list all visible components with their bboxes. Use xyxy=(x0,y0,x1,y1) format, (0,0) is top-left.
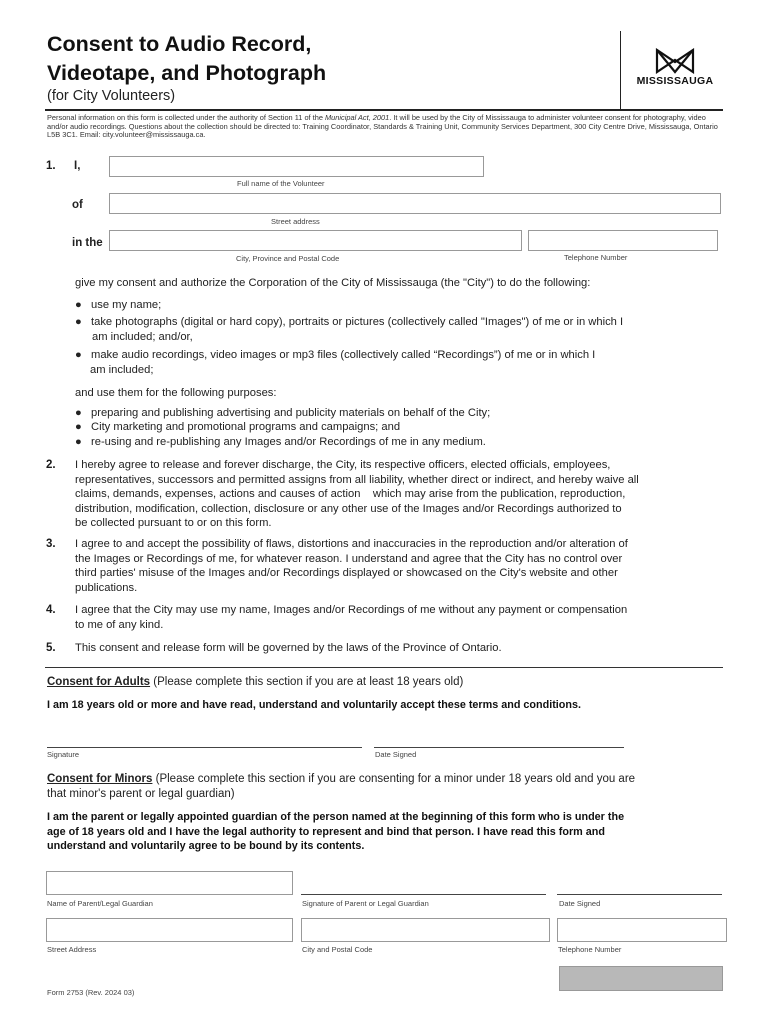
caption-guardian-date: Date Signed xyxy=(559,899,601,908)
print-button[interactable] xyxy=(559,966,723,991)
bullet-text: make audio recordings, video images or mp3 files (collectively called “Recordings”) of me or in which I xyxy=(91,349,596,361)
guardian-signature-line[interactable] xyxy=(301,894,546,895)
purposes-intro: and use them for the following purposes: xyxy=(75,387,277,399)
privacy-act-name: Municipal Act, 2001 xyxy=(325,113,390,122)
clause-line: representatives, successors and permitted assigns from all liability, whether direct or indirect, and hereby waive all xyxy=(75,473,639,486)
privacy-text-1: Personal information on this form is collected under the authority of Section 11 of the xyxy=(47,113,325,122)
minors-statement xyxy=(47,810,624,854)
caption-guardian-street: Street Address xyxy=(47,945,97,954)
guardian-name-input[interactable] xyxy=(46,871,293,895)
clause-line: I agree to and accept the possibility of flaws, distortions and inaccuracies in the reproduction and/or alteration of xyxy=(75,538,628,550)
consent-bullet-1 xyxy=(75,298,161,313)
bullet-text: preparing and publishing advertising and publicity materials on behalf of the City; xyxy=(91,407,491,419)
purpose-bullet-1 xyxy=(75,406,490,421)
label-in-the: in the xyxy=(72,237,103,249)
clause-3-text xyxy=(75,537,628,595)
volunteer-full-name-input[interactable] xyxy=(109,156,484,177)
minors-section-heading xyxy=(47,772,635,802)
caption-city: City, Province and Postal Code xyxy=(236,254,340,263)
minors-statement-line: age of 18 years old and I have the legal authority to represent and bind that person. I have read this form and xyxy=(47,825,605,838)
form-title xyxy=(47,30,326,88)
bullet-dot: ● xyxy=(75,407,82,419)
bullet-dot: ● xyxy=(75,349,82,361)
clause-line: to me of any kind. xyxy=(75,618,164,631)
minors-heading-note-2: that minor's parent or legal guardian) xyxy=(47,788,235,800)
minors-statement-line: I am the parent or legally appointed guardian of the person named at the beginning of this form who is under the xyxy=(47,811,625,823)
guardian-phone-input[interactable] xyxy=(557,918,727,942)
purpose-bullet-2 xyxy=(75,420,400,435)
caption-guardian-name: Name of Parent/Legal Guardian xyxy=(47,899,153,908)
form-title-line1: Consent to Audio Record, xyxy=(47,32,312,56)
caption-adult-date: Date Signed xyxy=(375,750,417,759)
guardian-city-input[interactable] xyxy=(301,918,550,942)
form-number: Form 2753 (Rev. 2024 03) xyxy=(47,988,135,997)
clause-line: third parties' misuse of the Images and/or Recordings displayed or showcased on the City's website and other xyxy=(75,567,618,579)
section-divider-adults xyxy=(45,667,723,668)
clause-line: the Images or Recordings of me, for whatever reason. I understand and agree that the City has no control over xyxy=(75,552,623,565)
caption-guardian-signature: Signature of Parent or Legal Guardian xyxy=(302,899,429,908)
privacy-text-2: . It will be used by the City of Mississauga to administer volunteer consent for photography, video and/or audio recordings. Questions about the collection should be directed to: Training Coordinator, Standards & Training Unit, Community Services Department, 300 City Centre Drive, Mississauga, Ontario L5B 3C1. Email: city.volunteer@mississauga.ca. xyxy=(47,113,718,140)
clause-line: claims, demands, expenses, actions and causes of action which may arise from the publication, reproduction, xyxy=(75,488,626,500)
clause-line: publications. xyxy=(75,581,138,594)
bullet-dot: ● xyxy=(75,316,82,328)
caption-phone: Telephone Number xyxy=(564,253,628,262)
adult-signature-line[interactable] xyxy=(47,747,362,748)
adults-heading-label: Consent for Adults xyxy=(47,676,151,688)
bullet-dot: ● xyxy=(75,436,82,448)
caption-guardian-phone: Telephone Number xyxy=(558,945,622,954)
mississauga-logo xyxy=(630,48,720,87)
minors-heading-label: Consent for Minors xyxy=(47,773,153,785)
clause-3-number: 3. xyxy=(46,538,56,550)
consent-intro: give my consent and authorize the Corporation of the City of Mississauga (the "City") to do the following: xyxy=(75,277,591,289)
bullet-text: take photographs (digital or hard copy), portraits or pictures (collectively called "Images") of me or in which I xyxy=(91,316,624,328)
header-divider xyxy=(620,31,621,109)
minors-statement-line: understand and voluntarily agree to be bound by its contents. xyxy=(47,840,365,852)
label-i: I, xyxy=(74,160,81,172)
clause-line: be collected pursuant to or on this form. xyxy=(75,517,272,529)
clause-line: I agree that the City may use my name, Images and/or Recordings of me without any payment or compensation xyxy=(75,604,628,616)
clause-5-text xyxy=(75,641,502,656)
consent-bullet-3-cont: am included; xyxy=(90,364,154,376)
minors-heading-note: (Please complete this section if you are consenting for a minor under 18 years old and you are xyxy=(152,773,636,785)
form-title-line2: Videotape, and Photograph xyxy=(47,61,327,85)
guardian-street-input[interactable] xyxy=(46,918,293,942)
caption-street: Street address xyxy=(271,217,320,226)
consent-bullet-2 xyxy=(75,315,623,330)
caption-adult-signature: Signature xyxy=(47,750,80,759)
label-of: of xyxy=(72,199,83,211)
city-province-postal-input[interactable] xyxy=(109,230,522,251)
adults-statement: I am 18 years old or more and have read, understand and voluntarily accept these terms and conditions. xyxy=(47,699,582,711)
clause-4-text xyxy=(75,603,627,632)
telephone-input[interactable] xyxy=(528,230,718,251)
bullet-dot: ● xyxy=(75,299,82,311)
purpose-bullet-3 xyxy=(75,435,486,450)
caption-full-name: Full name of the Volunteer xyxy=(237,179,325,188)
privacy-notice xyxy=(47,114,723,140)
header-rule xyxy=(45,109,723,111)
street-address-input[interactable] xyxy=(109,193,721,214)
caption-guardian-city: City and Postal Code xyxy=(302,945,373,954)
adults-section-heading xyxy=(47,675,463,690)
consent-bullet-2-cont: am included; and/or, xyxy=(92,331,193,343)
adult-date-line[interactable] xyxy=(374,747,624,748)
clause-line: This consent and release form will be governed by the laws of the Province of Ontario. xyxy=(75,642,502,654)
form-subtitle: (for City Volunteers) xyxy=(47,88,176,104)
logo-wordmark: MISSISSAUGA xyxy=(636,75,714,87)
bullet-text: City marketing and promotional programs and campaigns; and xyxy=(91,421,401,433)
clause-line: I hereby agree to release and forever discharge, the City, its respective officers, elected officials, employees, xyxy=(75,459,611,471)
consent-bullet-3 xyxy=(75,348,595,363)
clause-line: distribution, modification, collection, disclosure or any other use of the Images and/or Recordings authorized to xyxy=(75,502,622,515)
clause-4-number: 4. xyxy=(46,604,56,616)
bullet-text: use my name; xyxy=(91,299,162,311)
bullet-text: re-using and re-publishing any Images and/or Recordings of me in any medium. xyxy=(91,436,486,448)
bullet-dot: ● xyxy=(75,421,82,433)
section-1-number: 1. xyxy=(46,160,56,172)
mississauga-logo-icon xyxy=(654,48,696,74)
clause-2-number: 2. xyxy=(46,459,56,471)
clause-5-number: 5. xyxy=(46,642,56,654)
adults-heading-note: (Please complete this section if you are at least 18 years old) xyxy=(150,676,464,688)
clause-2-text xyxy=(75,458,639,531)
guardian-date-line[interactable] xyxy=(557,894,722,895)
